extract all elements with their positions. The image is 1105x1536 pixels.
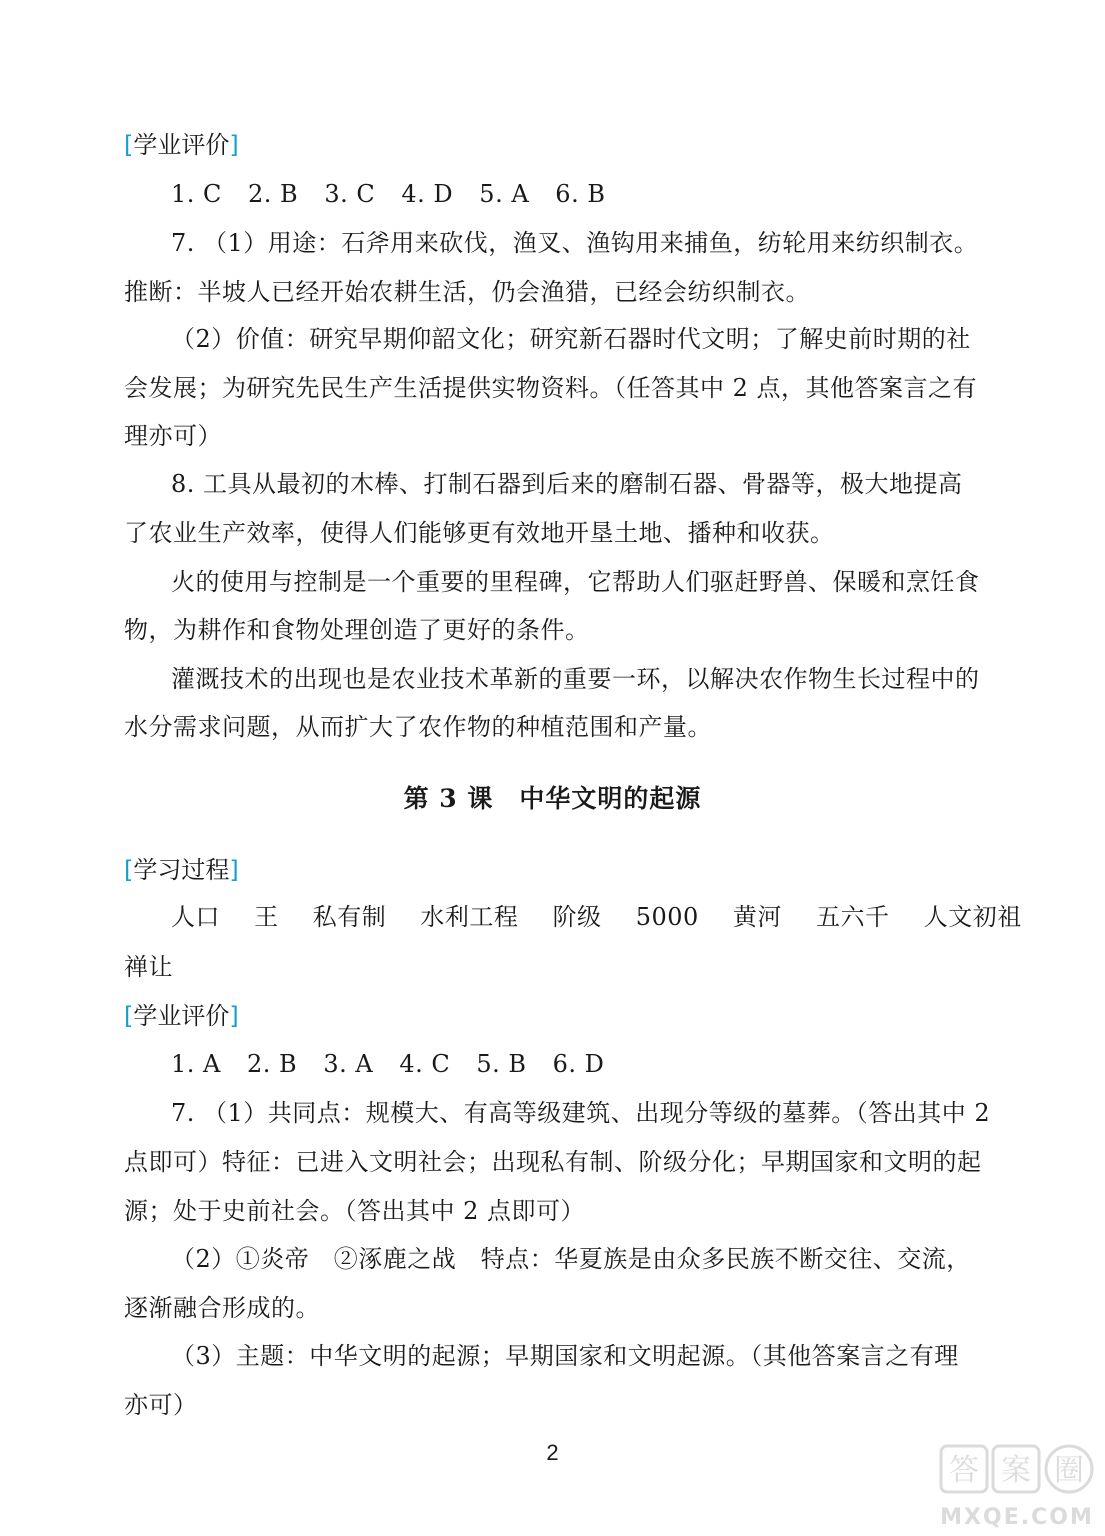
left-bracket: [ bbox=[124, 856, 134, 884]
answer-item: 3. C bbox=[324, 180, 376, 208]
paragraph-line: 逐渐融合形成的。 bbox=[124, 1294, 320, 1322]
answer-item: 6. B bbox=[555, 180, 606, 208]
paragraph-line: 7. （1）用途：石斧用来砍伐，渔叉、渔钩用来捕鱼，纺轮用来纺织制衣。 bbox=[171, 229, 979, 257]
svg-text:案: 案 bbox=[1001, 1453, 1031, 1488]
term-item: 王 bbox=[254, 903, 279, 931]
paragraph-line: 点即可）特征：已进入文明社会；出现私有制、阶级分化；早期国家和文明的起 bbox=[124, 1148, 982, 1176]
term-item: 阶级 bbox=[552, 903, 602, 931]
paragraph-line: 8. 工具从最初的木棒、打制石器到后来的磨制石器、骨器等，极大地提高 bbox=[171, 470, 963, 498]
section-heading-text: 学习过程 bbox=[133, 856, 230, 884]
answer-item: 1. A bbox=[171, 1050, 221, 1078]
answer-item: 3. A bbox=[323, 1050, 374, 1078]
mc-answers-row bbox=[171, 1047, 622, 1081]
paragraph-line: 亦可） bbox=[124, 1391, 198, 1419]
svg-text:答: 答 bbox=[949, 1453, 979, 1488]
section-heading-text: 学业评价 bbox=[133, 1002, 230, 1030]
paragraph-line: 7. （1）共同点：规模大、有高等级建筑、出现分等级的墓葬。（答出其中 2 bbox=[171, 1099, 991, 1127]
answer-item: 4. C bbox=[399, 1050, 451, 1078]
paragraph-line: 灌溉技术的出现也是农业技术革新的重要一环，以解决农作物生长过程中的 bbox=[171, 665, 980, 693]
term-item-wrap: 禅让 bbox=[124, 953, 173, 981]
svg-text:MXQE.COM: MXQE.COM bbox=[940, 1505, 1094, 1530]
answer-item: 5. A bbox=[479, 180, 530, 208]
term-item: 人口 bbox=[171, 903, 220, 931]
term-item: 5000 bbox=[635, 903, 699, 931]
left-bracket: [ bbox=[124, 131, 134, 159]
paragraph-line: 会发展；为研究先民生产生活提供实物资料。（任答其中 2 点，其他答案言之有 bbox=[124, 374, 978, 402]
answer-item: 6. D bbox=[552, 1050, 605, 1078]
right-bracket: ] bbox=[229, 1002, 239, 1030]
page-number: 2 bbox=[546, 1440, 559, 1465]
terms-row bbox=[171, 900, 1048, 934]
term-item: 五六千 bbox=[816, 903, 890, 931]
section-heading-process bbox=[124, 853, 239, 887]
term-item: 黄河 bbox=[732, 903, 782, 931]
lesson-title: 第 3 课 中华文明的起源 bbox=[403, 784, 702, 813]
left-bracket: [ bbox=[124, 1002, 134, 1030]
paragraph-line: 推断：半坡人已经开始农耕生活，仍会渔猎，已经会纺织制衣。 bbox=[124, 278, 810, 306]
section-heading-text: 学业评价 bbox=[133, 131, 230, 159]
right-bracket: ] bbox=[229, 131, 239, 159]
answer-item: 2. B bbox=[248, 180, 299, 208]
paragraph-line: （3）主题：中华文明的起源；早期国家和文明起源。（其他答案言之有理 bbox=[171, 1342, 959, 1370]
paragraph-line: （2）价值：研究早期仰韶文化；研究新石器时代文明；了解史前时期的社 bbox=[171, 325, 971, 353]
answer-item: 5. B bbox=[476, 1050, 527, 1078]
watermark-logo bbox=[935, 1440, 1100, 1532]
section-heading-evaluation bbox=[124, 128, 239, 162]
section-heading-evaluation-2 bbox=[124, 999, 239, 1033]
answer-item: 4. D bbox=[401, 180, 454, 208]
paragraph-line: （2）①炎帝 ②涿鹿之战 特点：华夏族是由众多民族不断交往、交流， bbox=[171, 1245, 971, 1273]
paragraph-line: 物，为耕作和食物处理创造了更好的条件。 bbox=[124, 616, 590, 644]
right-bracket: ] bbox=[229, 856, 239, 884]
paragraph-line: 理亦可） bbox=[124, 422, 222, 450]
term-item: 私有制 bbox=[312, 903, 387, 931]
paragraph-line: 了农业生产效率，使得人们能够更有效地开垦土地、播种和收获。 bbox=[124, 519, 835, 547]
paragraph-line: 水分需求问题，从而扩大了农作物的种植范围和产量。 bbox=[124, 713, 712, 741]
answer-item: 1. C bbox=[171, 180, 222, 208]
term-item: 人文初祖 bbox=[923, 903, 1022, 931]
svg-text:圈: 圈 bbox=[1054, 1453, 1084, 1488]
paragraph-line: 火的使用与控制是一个重要的里程碑，它帮助人们驱赶野兽、保暖和烹饪食 bbox=[171, 568, 980, 596]
mc-answers-row bbox=[171, 177, 623, 211]
answer-item: 2. B bbox=[247, 1050, 298, 1078]
term-item: 水利工程 bbox=[420, 903, 519, 931]
paragraph-line: 源；处于史前社会。（答出其中 2 点即可） bbox=[124, 1197, 586, 1225]
